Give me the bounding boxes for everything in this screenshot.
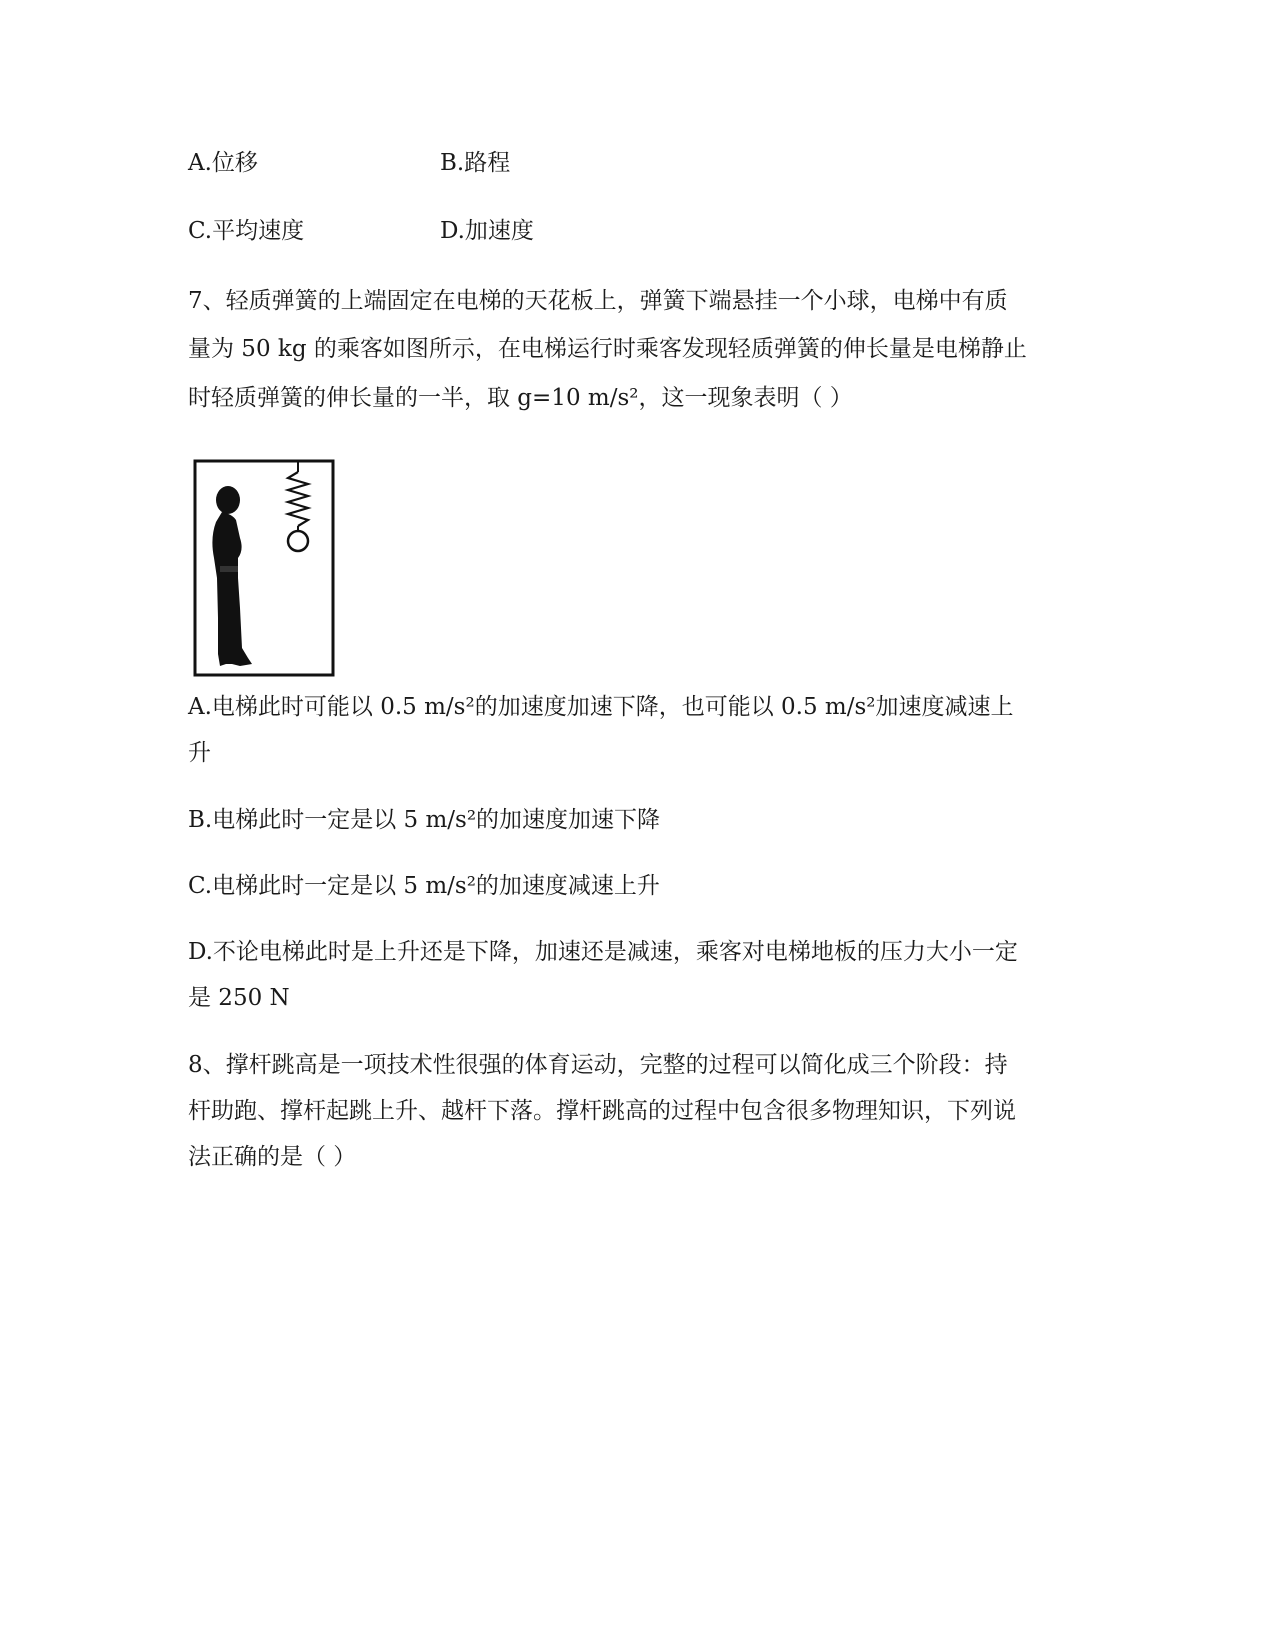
option-c-prev: C.平均速度 — [188, 218, 305, 244]
q7-option-a-line-2: 升 — [188, 740, 211, 766]
option-a-prev: A.位移 — [188, 150, 258, 176]
q7-option-d-line-1: D.不论电梯此时是上升还是下降，加速还是减速，乘客对电梯地板的压力大小一定 — [188, 939, 1018, 965]
ball-icon — [288, 531, 308, 551]
q7-option-c: C.电梯此时一定是以 5 m/s²的加速度减速上升 — [188, 873, 660, 899]
elevator-figure — [192, 458, 337, 680]
option-b-prev: B.路程 — [440, 150, 511, 176]
q7-option-a-line-1: A.电梯此时可能以 0.5 m/s²的加速度加速下降，也可能以 0.5 m/s²加速度减速上 — [188, 694, 1014, 720]
q8-stem-line-1: 8、撑杆跳高是一项技术性很强的体育运动，完整的过程可以简化成三个阶段：持 — [188, 1052, 1008, 1078]
option-d-prev: D.加速度 — [440, 218, 534, 244]
q7-stem-line-2: 量为 50 kg 的乘客如图所示，在电梯运行时乘客发现轻质弹簧的伸长量是电梯静止 — [188, 336, 1027, 362]
q7-stem-line-3: 时轻质弹簧的伸长量的一半，取 g=10 m/s²，这一现象表明（ ） — [188, 385, 853, 411]
q8-stem-line-2: 杆助跑、撑杆起跳上升、越杆下落。撑杆跳高的过程中包含很多物理知识，下列说 — [188, 1098, 1016, 1124]
q7-option-b: B.电梯此时一定是以 5 m/s²的加速度加速下降 — [188, 807, 661, 833]
q7-stem-line-1: 7、轻质弹簧的上端固定在电梯的天花板上，弹簧下端悬挂一个小球，电梯中有质 — [188, 288, 1008, 314]
q7-option-d-line-2: 是 250 N — [188, 985, 290, 1011]
q8-stem-line-3: 法正确的是（ ） — [188, 1144, 357, 1170]
